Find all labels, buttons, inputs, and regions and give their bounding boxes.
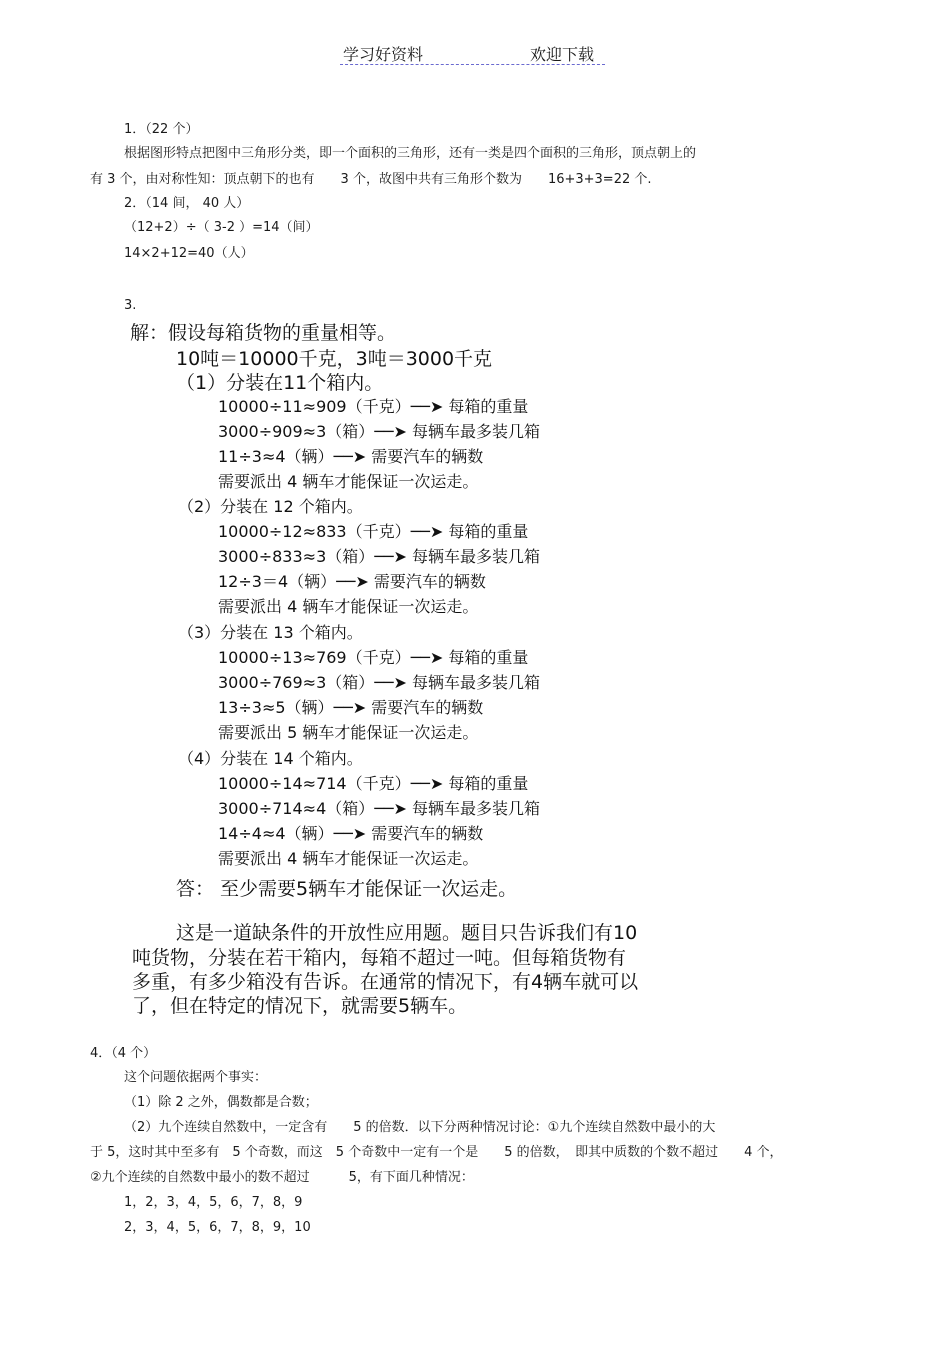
q4-title: 4．（4 个） [90,1046,157,1061]
page-header [0,38,950,68]
q1-line1: 根据图形特点把图中三角形分类，即一个面积的三角形，还有一类是四个面积的三角形，顶点朝上的 [124,146,697,161]
q3-case1-line4: 需要派出 4 辆车才能保证一次运走。 [218,472,479,491]
q3-scanned-solution [126,316,746,1016]
q4-line4: 于 5，这时其中至多有 5 个奇数，而这 5 个奇数中一定有一个是 5 的倍数， 即其中质数的个数不超过 4 个， [90,1145,783,1160]
header-dashed-rule [340,64,605,65]
q3-note-line4: 了，但在特定的情况下，就需要5辆车。 [132,995,468,1017]
q3-note-line1: 这是一道缺条件的开放性应用题。题目只告诉我们有10 [176,922,638,944]
q4-line3: （2）九个连续自然数中，一定含有 5 的倍数．以下分两种情况讨论：①九个连续自然数中最小的大 [124,1120,716,1135]
q3-case3-line1: 10000÷13≈769（千克）──➤ 每箱的重量 [218,648,529,667]
q3-case4-line2: 3000÷714≈4（箱）──➤ 每辆车最多装几箱 [218,799,541,818]
q1-line2: 有 3 个，由对称性知：顶点朝下的也有 3 个，故图中共有三角形个数为 16+3+3=22 个. [90,172,652,187]
q3-case3-line2: 3000÷769≈3（箱）──➤ 每辆车最多装几箱 [218,673,541,692]
q4-line7: 2，3，4，5，6，7，8，9，10 [124,1220,311,1235]
q3-note-line3: 多重，有多少箱没有告诉。在通常的情况下，有4辆车就可以 [132,971,639,993]
q3-case3-line3: 13÷3≈5（辆）──➤ 需要汽车的辆数 [218,698,484,717]
q1-title: 1．（22 个） [124,122,199,137]
q3-case4-line3: 14÷4≈4（辆）──➤ 需要汽车的辆数 [218,824,484,843]
q3-case3-line4: 需要派出 5 辆车才能保证一次运走。 [218,723,479,742]
q3-case2-line2: 3000÷833≈3（箱）──➤ 每辆车最多装几箱 [218,547,541,566]
q3-case1-line1: 10000÷11≈909（千克）──➤ 每箱的重量 [218,397,529,416]
q3-case1-line3: 11÷3≈4（辆）──➤ 需要汽车的辆数 [218,447,484,466]
q3-answer: 答： 至少需要5辆车才能保证一次运走。 [176,878,518,900]
q3-intro1: 解：假设每箱货物的重量相等。 [130,322,397,344]
q4-line5: ②九个连续的自然数中最小的数不超过 5，有下面几种情况： [90,1170,474,1185]
q3-case1-line2: 3000÷909≈3（箱）──➤ 每辆车最多装几箱 [218,422,541,441]
q2-title: 2．（14 间， 40 人） [124,196,250,211]
q2-line2: 14×2+12=40（人） [124,246,254,261]
q3-case2-line3: 12÷3＝4（辆）──➤ 需要汽车的辆数 [218,572,486,591]
q3-note-line2: 吨货物，分装在若干箱内，每箱不超过一吨。但每箱货物有 [132,947,627,969]
q3-intro2: 10吨＝10000千克，3吨＝3000千克 [176,348,493,370]
q2-line1: （12+2）÷（ 3-2 ）=14（间） [124,220,319,235]
q4-line2: （1）除 2 之外，偶数都是合数； [124,1095,318,1110]
q3-title: 3. [124,298,137,313]
q3-case2-line4: 需要派出 4 辆车才能保证一次运走。 [218,597,479,616]
q3-case2-head: （2）分装在 12 个箱内。 [178,497,363,516]
header-right-text: 欢迎下载 [530,45,595,64]
q3-case2-line1: 10000÷12≈833（千克）──➤ 每箱的重量 [218,522,529,541]
q3-case4-line4: 需要派出 4 辆车才能保证一次运走。 [218,849,479,868]
q3-case1-head: （1）分装在11个箱内。 [176,372,384,394]
q3-case4-line1: 10000÷14≈714（千克）──➤ 每箱的重量 [218,774,529,793]
q3-case3-head: （3）分装在 13 个箱内。 [178,623,363,642]
header-left-text: 学习好资料 [343,45,424,64]
q3-case4-head: （4）分装在 14 个箱内。 [178,749,363,768]
q4-line1: 这个问题依据两个事实： [124,1070,268,1085]
q4-line6: 1，2，3，4，5，6，7，8，9 [124,1195,303,1210]
